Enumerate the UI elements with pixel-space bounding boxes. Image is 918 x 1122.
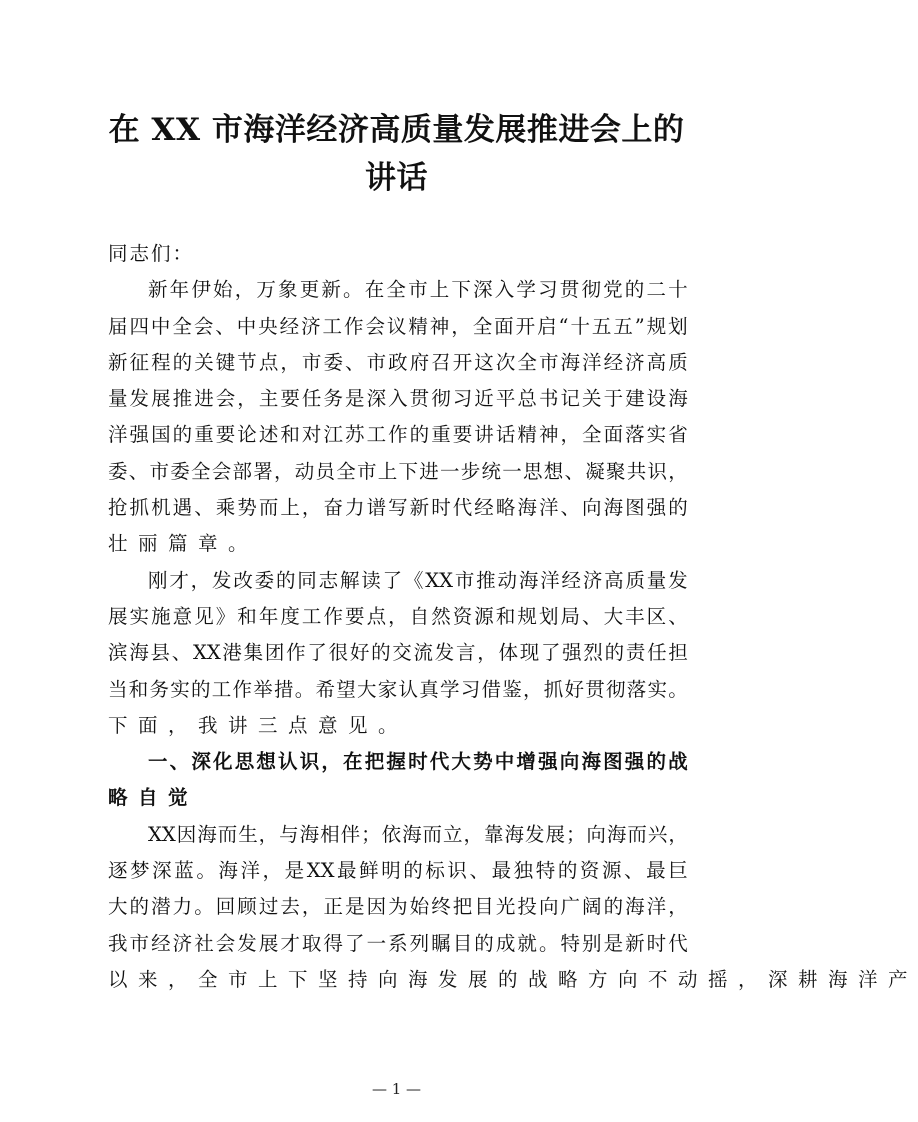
text-line: 我 市 经 济 社 会 发 展 才 取 得 了 一 系 列 瞩 目 的 成 就 。 特 别 是 新 时 代 (108, 931, 688, 955)
paragraph (108, 272, 688, 562)
text-line: 刚 才 ， 发 改 委 的 同 志 解 读 了 《 XX 市 推 动 海 洋 经 济 高 质 量 发 (148, 568, 688, 592)
text-line: 略自觉 (108, 786, 199, 810)
text-line: 一 、 深 化 思 想 认 识 ， 在 把 握 时 代 大 势 中 增 强 向 海 图 强 的 战 (148, 750, 688, 774)
text-line: 大 的 潜 力 。 回 顾 过 去 ， 正 是 因 为 始 终 把 目 光 投 向 广 阔 的 海 洋 ， (108, 895, 688, 919)
text-line: 下面，我讲三点意见。 (108, 713, 409, 737)
text-line: 新 征 程 的 关 键 节 点 ， 市 委 、 市 政 府 召 开 这 次 全 市 海 洋 经 济 高 质 (108, 350, 688, 374)
text-line: 届 四 中 全 会 、 中 央 经 济 工 作 会 议 精 神 ， 全 面 开 启 “ 十 五 五 ” 规 划 (108, 314, 688, 338)
text-line: 逐 梦 深 蓝 。 海 洋 ， 是 XX 最 鲜 明 的 标 识 、 最 独 特 的 资 源 、 最 巨 (108, 859, 688, 883)
paragraph (108, 563, 688, 744)
salutation: 同志们： (108, 242, 195, 265)
text-line: 以来，全市上下坚持向海发展的战略方向不动摇，深耕海洋产 (108, 967, 918, 991)
text-line: 量 发 展 推 进 会 ， 主 要 任 务 是 深 入 贯 彻 习 近 平 总 书 记 关 于 建 设 海 (108, 387, 688, 411)
text-line: 委 、 市 委 全 会 部 署 ， 动 员 全 市 上 下 进 一 步 统 一 思 想 、 凝 聚 共 识 ， (108, 459, 688, 483)
text-line: 当 和 务 实 的 工 作 举 措 。 希 望 大 家 认 真 学 习 借 鉴 ， 抓 好 贯 彻 落 实 。 (108, 677, 688, 701)
text-line: 抢 抓 机 遇 、 乘 势 而 上 ， 奋 力 谱 写 新 时 代 经 略 海 洋 、 向 海 图 强 的 (108, 496, 688, 520)
document-title (60, 106, 733, 202)
document-body (108, 236, 918, 998)
title-line-2: 讲话 (365, 160, 428, 196)
title-line-1: 在 XX 市海洋经济高质量发展推进会上的 (108, 112, 685, 148)
text-line: XX 因 海 而 生 ， 与 海 相 伴 ； 依 海 而 立 ， 靠 海 发 展 ； 向 海 而 兴 ， (148, 822, 688, 846)
section-heading (108, 744, 688, 817)
page-number: — 1 — (371, 1080, 422, 1098)
paragraphs (108, 272, 918, 998)
text-line: 滨 海 县 、 XX 港 集 团 作 了 很 好 的 交 流 发 言 ， 体 现 了 强 烈 的 责 任 担 (108, 641, 688, 665)
text-line: 新 年 伊 始 ， 万 象 更 新 。 在 全 市 上 下 深 入 学 习 贯 彻 党 的 二 十 (148, 278, 688, 302)
text-line: 洋 强 国 的 重 要 论 述 和 对 江 苏 工 作 的 重 要 讲 话 精 神 ， 全 面 落 实 省 (108, 423, 688, 447)
text-line: 展 实 施 意 见 》 和 年 度 工 作 要 点 ， 自 然 资 源 和 规 划 局 、 大 丰 区 、 (108, 604, 688, 628)
text-line: 壮丽篇章。 (108, 532, 259, 556)
paragraph (108, 817, 918, 998)
